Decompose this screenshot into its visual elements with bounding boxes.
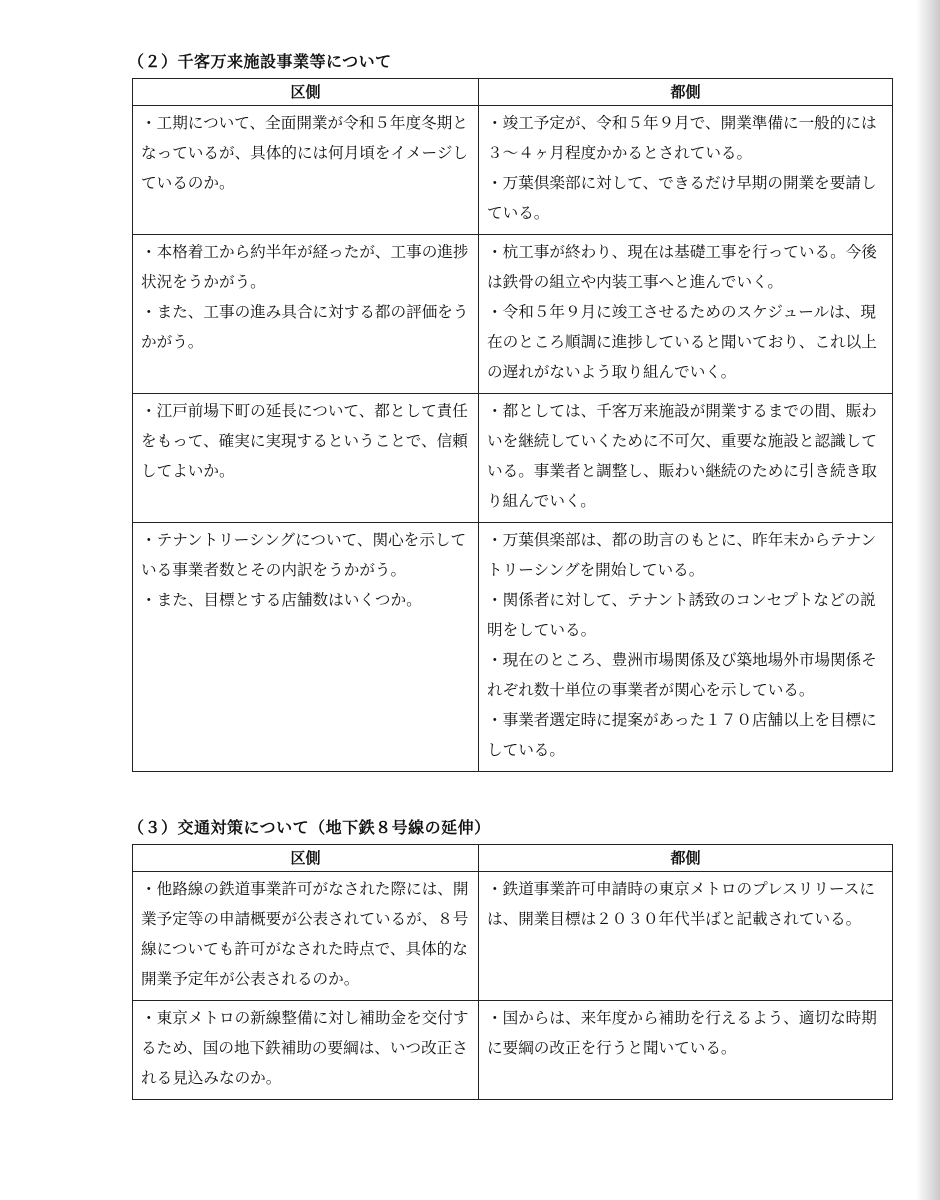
- qa-table: [132, 78, 893, 772]
- metro-answer-cell: [479, 523, 893, 772]
- question-text: ・他路線の鉄道事業許可がなされた際には、開業予定等の申請概要が公表されているが、８号線についても許可がなされた時点で、具体的な開業予定年が公表されるのか。: [141, 880, 469, 988]
- page-edge-shadow: [916, 0, 940, 1200]
- answer-text: ・関係者に対して、テナント誘致のコンセプトなどの説明をしている。: [487, 591, 876, 639]
- header-metro-side: 都側: [479, 79, 893, 106]
- section-transport: [128, 818, 892, 1100]
- answer-text: ・現在のところ、豊洲市場関係及び築地場外市場関係それぞれ数十単位の事業者が関心を示している。: [487, 651, 877, 699]
- metro-answer-cell: [479, 872, 893, 1001]
- answer-text: ・国からは、来年度から補助を行えるよう、適切な時期に要綱の改正を行うと聞いている。: [487, 1009, 877, 1057]
- metro-answer-cell: [479, 394, 893, 523]
- header-ward-side: 区側: [133, 79, 479, 106]
- table-row: [133, 1001, 893, 1100]
- metro-answer-cell: [479, 235, 893, 394]
- table-row: [133, 872, 893, 1001]
- ward-question-cell: [133, 872, 479, 1001]
- qa-table: [132, 844, 893, 1100]
- answer-text: ・事業者選定時に提案があった１７０店舗以上を目標にしている。: [487, 711, 877, 759]
- header-metro-side: 都側: [479, 845, 893, 872]
- ward-question-cell: [133, 523, 479, 772]
- table-row: [133, 394, 893, 523]
- answer-text: ・都としては、千客万来施設が開業するまでの間、賑わいを継続していくために不可欠、重要な施設と認識している。事業者と調整し、賑わい継続のために引き続き取り組んでいく。: [487, 402, 877, 510]
- header-ward-side: 区側: [133, 845, 479, 872]
- table-header-row: [133, 845, 893, 872]
- ward-question-cell: [133, 235, 479, 394]
- section-heading: （２）千客万来施設事業等について: [128, 52, 392, 71]
- answer-text: ・令和５年９月に竣工させるためのスケジュールは、現在のところ順調に進捗していると聞いており、これ以上の遅れがないよう取り組んでいく。: [487, 303, 877, 381]
- table-row: [133, 106, 893, 235]
- answer-text: ・竣工予定が、令和５年９月で、開業準備に一般的には３～４ヶ月程度かかるとされている。: [487, 114, 877, 162]
- question-text: ・また、工事の進み具合に対する都の評価をうかがう。: [141, 303, 469, 351]
- table-header-row: [133, 79, 893, 106]
- question-text: ・テナントリーシングについて、関心を示している事業者数とその内訳をうかがう。: [141, 531, 467, 579]
- question-text: ・東京メトロの新線整備に対し補助金を交付するため、国の地下鉄補助の要綱は、いつ改正される見込みなのか。: [141, 1009, 469, 1087]
- answer-text: ・杭工事が終わり、現在は基礎工事を行っている。今後は鉄骨の組立や内装工事へと進んでいく。: [487, 243, 877, 291]
- ward-question-cell: [133, 1001, 479, 1100]
- question-text: ・江戸前場下町の延長について、都として責任をもって、確実に実現するということで、信頼してよいか。: [141, 402, 468, 480]
- question-text: ・また、目標とする店舗数はいくつか。: [141, 591, 422, 609]
- question-text: ・本格着工から約半年が経ったが、工事の進捗状況をうかがう。: [141, 243, 469, 291]
- table-row: [133, 235, 893, 394]
- answer-text: ・鉄道事業許可申請時の東京メトロのプレスリリースには、開業目標は２０３０年代半ばと記載されている。: [487, 880, 875, 928]
- question-text: ・工期について、全面開業が令和５年度冬期となっているが、具体的には何月頃をイメージしているのか。: [141, 114, 469, 192]
- answer-text: ・万葉倶楽部は、都の助言のもとに、昨年末からテナントリーシングを開始している。: [487, 531, 877, 579]
- answer-text: ・万葉倶楽部に対して、できるだけ早期の開業を要請している。: [487, 174, 877, 222]
- ward-question-cell: [133, 394, 479, 523]
- ward-question-cell: [133, 106, 479, 235]
- metro-answer-cell: [479, 106, 893, 235]
- section-heading: （３）交通対策について（地下鉄８号線の延伸）: [128, 818, 491, 837]
- table-row: [133, 523, 893, 772]
- metro-answer-cell: [479, 1001, 893, 1100]
- section-senkyaku-banrai: [128, 52, 892, 772]
